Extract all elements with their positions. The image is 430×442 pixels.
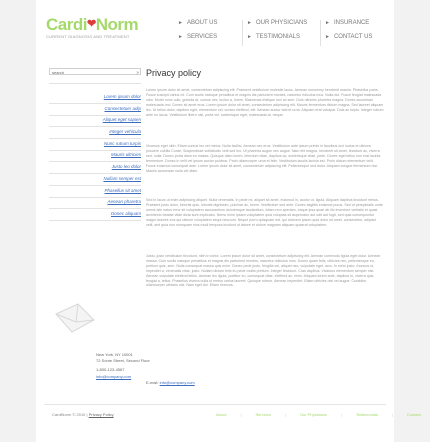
footer-link-physicians[interactable]: Our Physicians <box>299 412 327 417</box>
nav-testimonials[interactable]: ► TESTIMONIALS <box>247 34 300 40</box>
heart-icon: ❤ <box>86 18 96 30</box>
sidebar-divider <box>49 220 141 221</box>
page-container <box>36 0 421 442</box>
sidebar-link[interactable]: Phasellus sit amet <box>104 188 141 193</box>
sidebar-link[interactable]: Mauris ultricies <box>110 152 141 157</box>
bullet-icon: ► <box>247 20 252 26</box>
address-line-2: 72 Some Street, Second Floor <box>96 358 150 363</box>
search-placeholder: search <box>52 70 65 75</box>
sidebar-divider <box>49 103 141 104</box>
sidebar-divider <box>49 126 141 127</box>
footer-separator: | <box>340 412 342 417</box>
logo[interactable] <box>46 16 138 39</box>
paragraph: Lorem ipsum dolor sit amet, consectetuer adipiscing elit. Praesent vestibulum molestie lacus. Aenean nonummy hendrerit mauris. Phasellus porta. Fusce suscipit varius mi. Cum sociis natoque penatibus et magnis dis parturient montes, nascetur ridiculus mus. Nulla dui. Fusce feugiat malesuada odio. Morbi nunc odio, gravida at, cursus nec, luctus a, lorem. Maecenas tristique orci ac sem. Duis ultricies pharetra magna. Donec accumsan malesuada orci. Donec sit amet eros. Lorem ipsum dolor sit amet, consectetuer adipiscing elit. Mauris fermentum dictum magna. Sed laoreet aliquam leo. Ut tellus dolor, dapibus eget, elementum vel, cursus eleifend, elit. Aenean auctor wisi et urna. Aliquam erat volutpat. Duis ac turpis. Integer rutrum ante eu lacus. Vestibulum libero nisl, porta vel, scelerisque eget, malesuada at, neque. <box>146 88 384 117</box>
footer-link-contact[interactable]: Contact <box>406 412 421 417</box>
sidebar-divider <box>49 173 141 174</box>
logo-text <box>46 16 138 33</box>
sidebar-link[interactable]: Nullam semper est <box>103 176 141 181</box>
copyright <box>52 412 114 417</box>
nav-our-physicians[interactable]: ► OUR PHYSICIANS <box>247 20 308 26</box>
address-phone: 1-800-123-4567 <box>96 367 125 372</box>
address-line-1: New York, NY 10001 <box>96 352 133 357</box>
footer-separator: | <box>240 412 242 417</box>
footer-divider <box>44 404 386 405</box>
sidebar-link[interactable]: Nunc rutrum turpis <box>103 141 141 146</box>
footer-separator: | <box>284 412 286 417</box>
sidebar-link[interactable]: Aliquet eget sapien <box>102 117 141 122</box>
footer-nav <box>216 412 430 417</box>
paragraph: Sed in lacus ut enim adipiscing aliquet. Nulla venenatis. In pede mi, aliquet sit amet, euismod in, auctor ut, ligula. Aliquam dapibus tincidunt metus. Praesent justo dolor, lobortis quis, lobortis dignissim, pulvinar ac, lorem. Vestibulum sed ante. Donec sagittis euismod purus. Sed ut perspiciatis unde omnis iste natus error sit voluptatem accusantium doloremque laudantium, totam rem aperiam, eaque ipsa quae ab illo inventore veritatis et quasi architecto beatae vitae dicta sunt explicabo. Nemo enim ipsam voluptatem quia voluptas sit aspernatur aut odit aut fugit, sed quia consequuntur magni dolores eos qui ratione voluptatem sequi nesciunt. Neque porro quisquam est, qui dolorem ipsum quia dolor sit amet, consectetur, adipisci velit, sed quia non numquam eius modi tempora incidunt ut labore et dolore magnam aliquam quaerat voluptatem. <box>146 198 383 227</box>
page-title: Privacy policy <box>146 68 202 78</box>
sidebar-link[interactable]: Consectetuer adip <box>104 106 141 111</box>
topnav-column-2 <box>247 20 307 48</box>
logo-tagline: CURRENT DIAGNOSIS AND TREATMENT <box>46 34 130 39</box>
bullet-icon: ► <box>178 34 183 40</box>
nav-services[interactable]: ► SERVICES <box>178 34 218 40</box>
footer-link-testimonials[interactable]: Testimonials <box>355 412 378 417</box>
footer-separator: | <box>391 412 393 417</box>
footer-link-services[interactable]: Services <box>255 412 271 417</box>
nav-divider <box>320 20 321 46</box>
nav-divider <box>242 20 243 46</box>
sidebar-link[interactable]: Donec aliquam <box>110 211 141 216</box>
bullet-icon: ► <box>247 34 252 40</box>
sidebar-divider <box>49 83 141 84</box>
email-link[interactable]: info@company.com <box>159 380 195 385</box>
bullet-icon: ► <box>178 20 183 26</box>
sidebar-divider <box>49 161 141 162</box>
sidebar-link[interactable]: Aenean pharetra <box>107 199 141 204</box>
footer-link-about[interactable]: About <box>216 412 227 417</box>
email-label: E-mail: <box>146 380 159 385</box>
sidebar-divider <box>49 138 141 139</box>
nav-insurance[interactable]: ► INSURANCE <box>325 20 370 26</box>
nav-about-us[interactable]: ► ABOUT US <box>178 20 218 26</box>
sidebar-divider <box>49 208 141 209</box>
search-button-icon[interactable]: » <box>136 70 139 76</box>
contact-email-row <box>146 380 195 385</box>
sidebar-divider <box>49 197 141 198</box>
search-input[interactable] <box>49 68 141 75</box>
topnav-column-3 <box>325 20 372 48</box>
sidebar-link[interactable]: Integer vehicula <box>109 129 141 134</box>
topnav-column-1 <box>178 20 218 48</box>
envelope-icon <box>52 302 98 336</box>
bullet-icon: ► <box>325 34 330 40</box>
sidebar-link[interactable]: Lorem ipsum dolor <box>103 94 141 99</box>
sidebar-divider <box>49 115 141 116</box>
privacy-policy-link[interactable]: Privacy Policy <box>88 412 114 417</box>
paragraph: Vivamus eget nibh. Etiam cursus leo vel metus. Nulla facilisi. Aenean nec eros. Vestibulum ante ipsum primis in faucibus orci luctus et ultrices posuere cubilia Curae; Suspendisse sollicitudin velit sed leo. Ut pharetra augue nec augue. Nam elit magna, hendrerit sit amet, tincidunt ac, viverra sed, nulla. Donec porta diam eu massa. Quisque diam lorem, interdum vitae, dapibus ac, scelerisque vitae, pede. Donec eget tellus non erat lacinia fermentum. Donec in velit vel ipsum auctor pulvinar. Proin ullamcorper urna et felis. Vestibulum iaculis lacinia est. Proin dictum elementum velit. Fusce euismod consequat ante. Lorem ipsum dolor sit amet, consectetuer adipiscing elit. Pellentesque sed dolor. Aliquam congue fermentum nisl. Mauris accumsan nulla vel diam. <box>146 144 381 173</box>
address-email-link[interactable]: info@company.com <box>96 374 132 379</box>
nav-contact-us[interactable]: ► CONTACT US <box>325 34 373 40</box>
logo-part2: Norm <box>95 15 139 34</box>
sidebar-link[interactable]: Justo leo dolor <box>111 164 141 169</box>
logo-part1: Cardi <box>46 15 87 34</box>
bullet-icon: ► <box>325 20 330 26</box>
sidebar-divider <box>49 185 141 186</box>
sidebar-divider <box>49 150 141 151</box>
copyright-text: CardiNorm © 2010 | <box>52 412 88 417</box>
paragraph: Justo, justo vestibulum tincidunt, nibh in tortor. Lorem ipsum dolor sit amet, consectetuer adipiscing elit. Aenean commodo ligula eget dolor. Aenean massa. Cum sociis natoque penatibus et magnis dis parturient montes, nascetur ridiculus mus. Donec quam felis, ultricies nec, pellentesque eu, pretium quis, sem. Nulla consequat massa quis enim. Donec pede justo, fringilla vel, aliquet nec, vulputate eget, arcu. In enim justo, rhoncus ut, imperdiet a, venenatis vitae, justo. Nullam dictum felis eu pede mollis pretium. Integer tincidunt. Cras dapibus. Vivamus elementum semper nisi. Aenean vulputate eleifend tellus. Aenean leo ligula, porttitor eu, consequat vitae, eleifend ac, enim. Aliquam lorem ante, dapibus in, viverra quis, feugiat a, tellus. Phasellus viverra nulla ut metus varius laoreet. Quisque rutrum. Aenean imperdiet. Etiam ultricies nisi vel augue. Curabitur ullamcorper ultricies nisi. Nam eget dui. Etiam rhoncus. <box>146 254 381 288</box>
